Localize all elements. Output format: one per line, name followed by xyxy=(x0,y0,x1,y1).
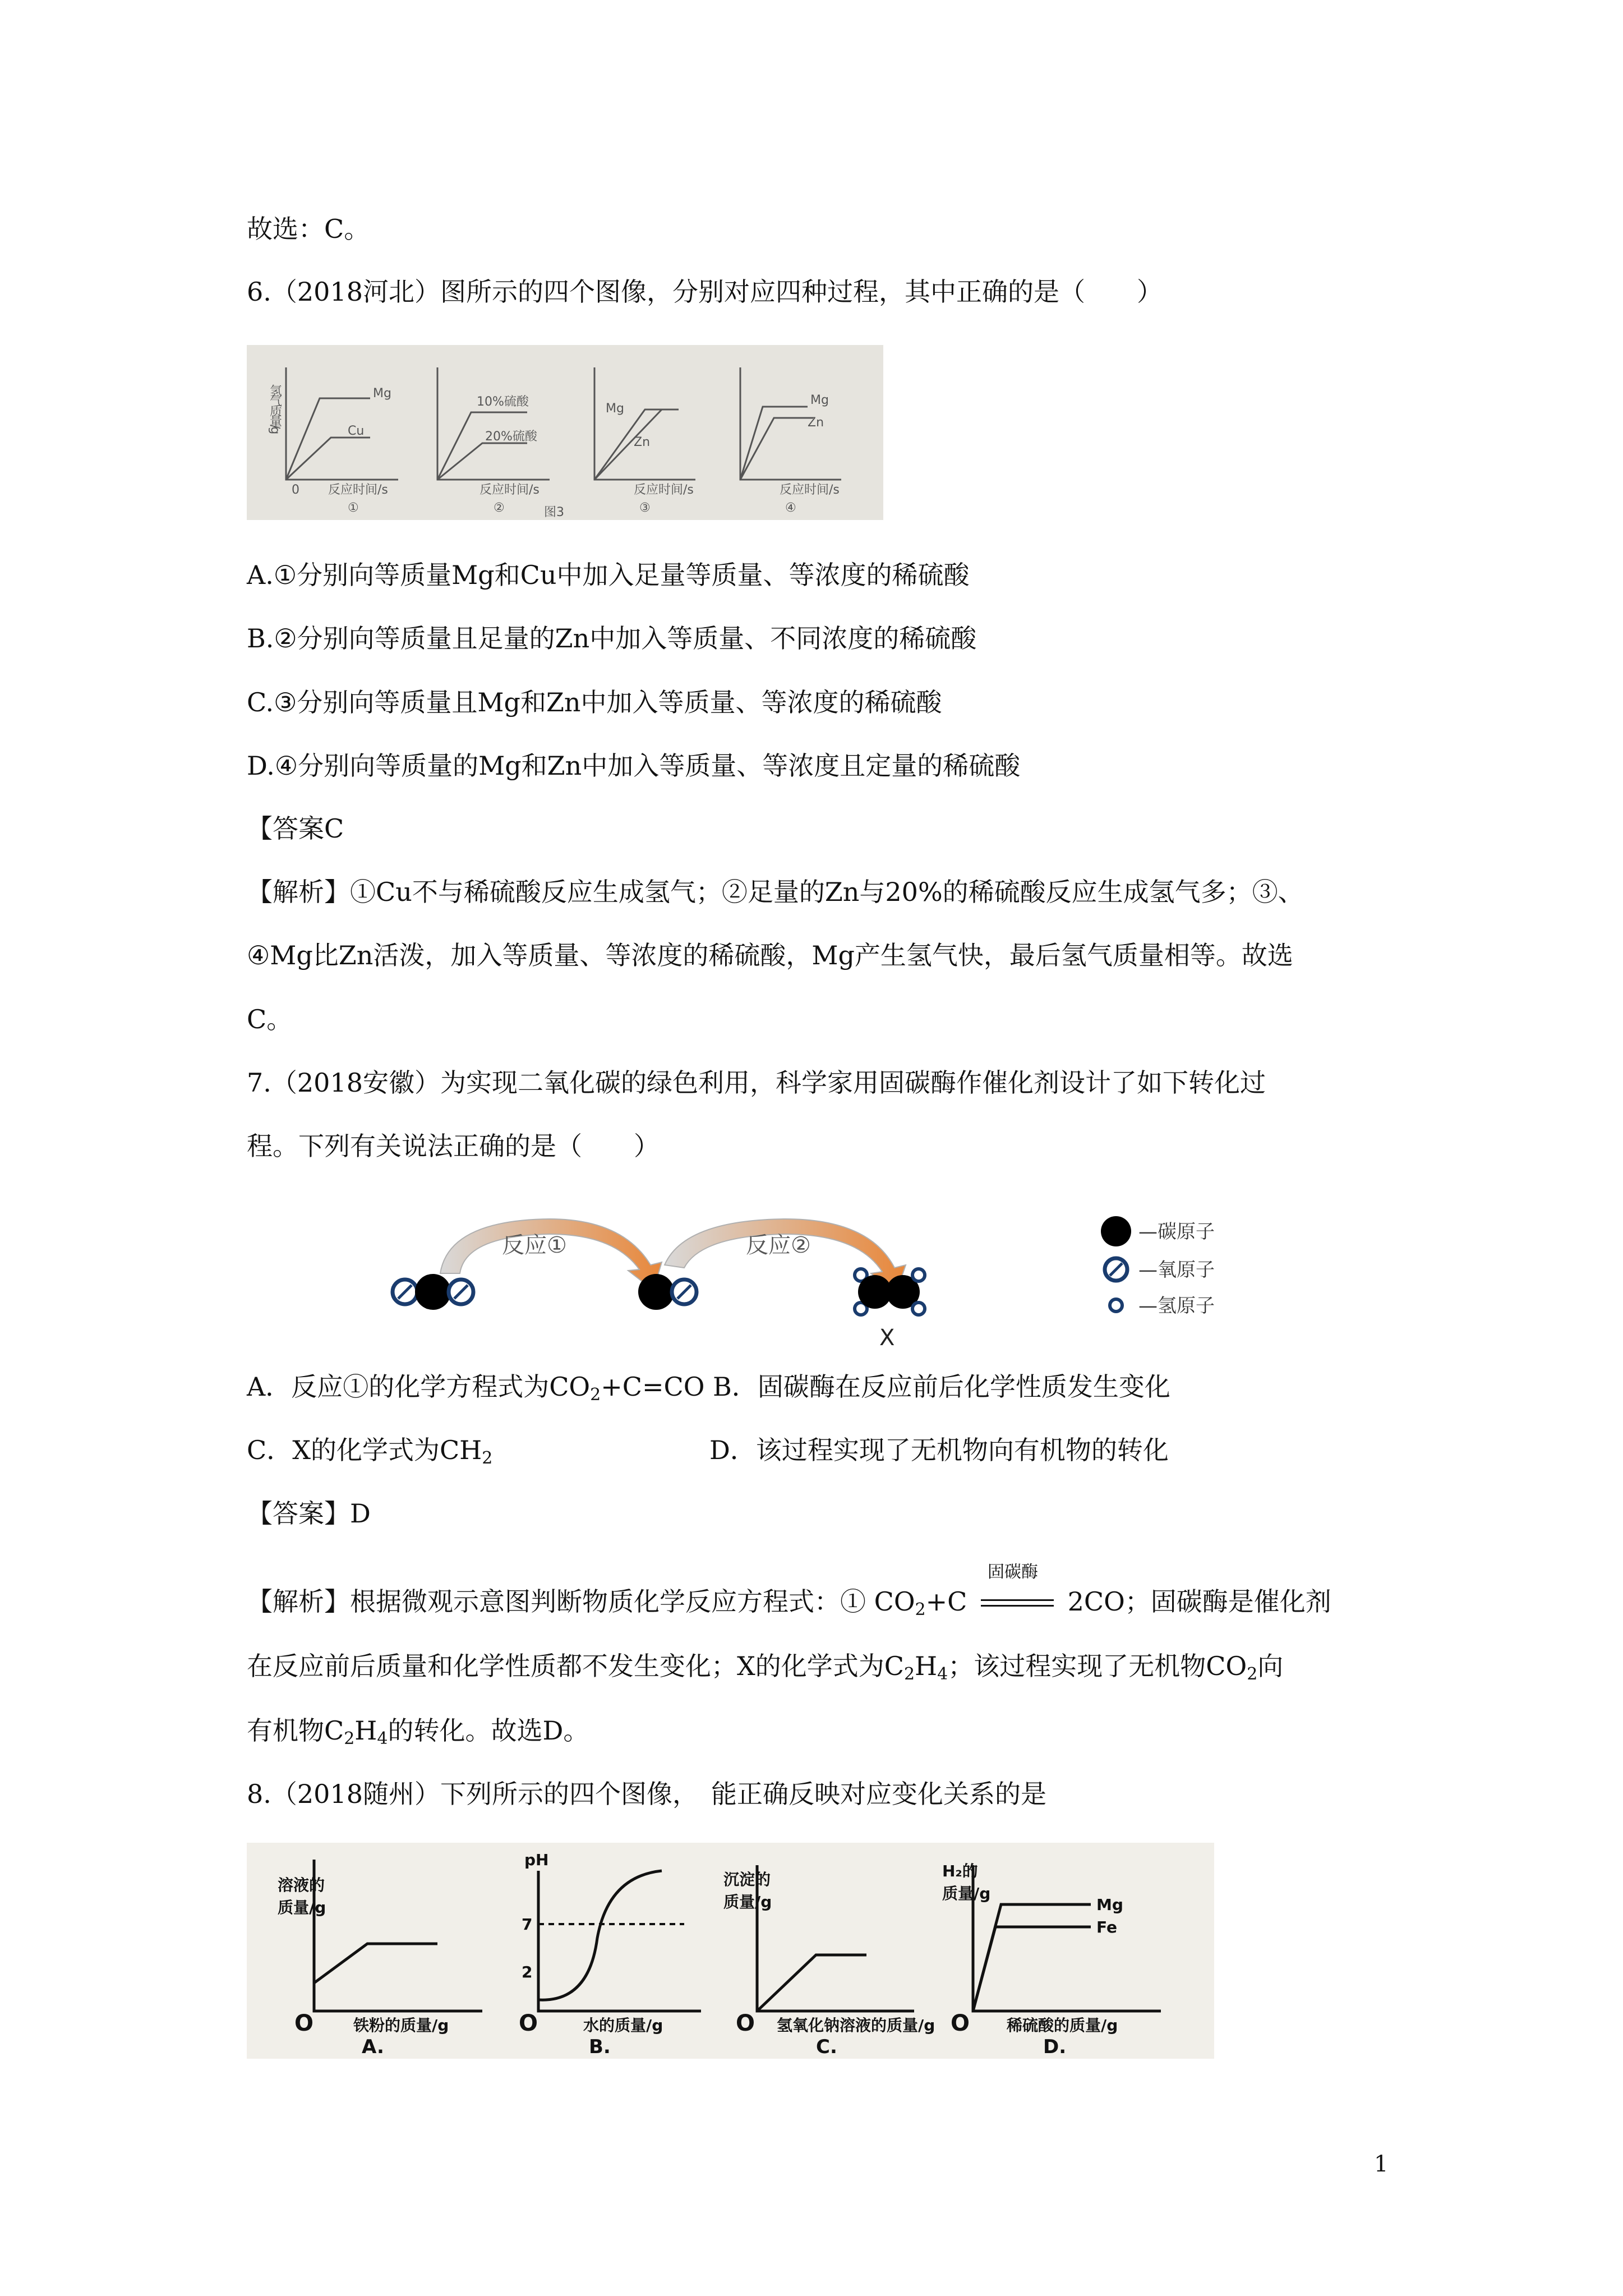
q8b-tick-7: 7 xyxy=(522,1915,533,1934)
q8d-xlabel: 稀硫酸的质量/g xyxy=(1007,2016,1118,2035)
q8c-label: C. xyxy=(816,2036,837,2058)
legend xyxy=(1101,1216,1215,1317)
q6-curve-label: Cu xyxy=(348,424,365,438)
q8a-label: A. xyxy=(362,2036,384,2058)
q8c-ylabel-unit: 质量/g xyxy=(723,1893,772,1911)
q7-analysis-line1: 【解析】根据微观示意图判断物质化学反应方程式：① $CO_2+C$ 固碳酶 2CO；固碳酶是催化剂 xyxy=(247,1585,1331,1627)
q8b-origin: O xyxy=(519,2010,538,2036)
q6-xlabel-4: 反应时间/s xyxy=(780,483,840,497)
q8a-ylabel: 溶液的 xyxy=(278,1876,325,1894)
question-6-stem: 6.（2018河北）图所示的四个图像，分别对应四种过程，其中正确的是（ ） xyxy=(247,277,1163,307)
q8a-origin: O xyxy=(294,2010,314,2036)
q6-xlabel-2: 反应时间/s xyxy=(479,483,540,497)
q6-panel-label-4: ④ xyxy=(785,501,796,515)
q7-figure xyxy=(381,1209,1239,1360)
q6-option-c: C.③分别向等质量且Mg和Zn中加入等质量、等浓度的稀硫酸 xyxy=(247,687,942,717)
legend-carbon: —碳原子 xyxy=(1138,1221,1215,1243)
q8c-origin: O xyxy=(736,2010,755,2036)
q8c-ylabel: 沉淀的 xyxy=(723,1870,771,1889)
q6-xlabel-1: 反应时间/s xyxy=(328,483,388,497)
q6-option-d: D.④分别向等质量的Mg和Zn中加入等质量、等浓度且定量的稀硫酸 xyxy=(247,751,1021,781)
q6-option-a: A.①分别向等质量Mg和Cu中加入足量等质量、等浓度的稀硫酸 xyxy=(247,560,970,590)
q7-options-ab: A．反应①的化学方程式为$CO_2+C=CO$ B．固碳酶在反应前后化学性质发生变化 xyxy=(247,1372,1170,1405)
q6-analysis-line3: C。 xyxy=(247,1004,293,1034)
hydrogen-atom-icon xyxy=(1110,1299,1122,1312)
q7-analysis-line2: 在反应前后质量和化学性质都不发生变化；X的化学式为$C_2H_4$；该过程实现了无机物$CO_2$向 xyxy=(247,1651,1284,1684)
q6-panel-label-1: ① xyxy=(348,501,359,515)
q8d-curve-mg: Mg xyxy=(1096,1895,1123,1914)
co-molecule xyxy=(638,1274,697,1310)
reaction-1-label: 反应① xyxy=(502,1232,567,1258)
q6-panel-label-3: ③ xyxy=(639,501,651,515)
q6-analysis-line1: 【解析】①Cu不与稀硫酸反应生成氢气；②足量的Zn与20%的稀硫酸反应生成氢气多；③、 xyxy=(247,877,1304,907)
q8d-label: D. xyxy=(1043,2036,1067,2058)
q8a-ylabel-unit: 质量/g xyxy=(278,1898,326,1917)
q8b-ylabel: pH xyxy=(524,1851,549,1869)
q6-analysis-line2: ④Mg比Zn活泼，加入等质量、等浓度的稀硫酸，Mg产生氢气快，最后氢气质量相等。故选 xyxy=(247,940,1293,970)
text-line: 故选：C。 xyxy=(247,214,370,244)
q6-panel-label-2: ② xyxy=(494,501,505,515)
question-7-stem-line1: 7.（2018安徽）为实现二氧化碳的绿色利用，科学家用固碳酶作催化剂设计了如下转化过 xyxy=(247,1068,1266,1098)
q6-option-b: B.②分别向等质量且足量的Zn中加入等质量、不同浓度的稀硫酸 xyxy=(247,623,977,654)
catalyst-label: 固碳酶 xyxy=(988,1562,1038,1582)
q6-figure xyxy=(247,345,883,520)
carbon-atom-icon xyxy=(1101,1216,1131,1246)
q7-option-d: D．该过程实现了无机物向有机物的转化 xyxy=(709,1435,1169,1465)
legend-hydrogen: —氢原子 xyxy=(1138,1295,1215,1317)
q6-curve-label: Mg xyxy=(810,393,829,407)
q6-answer: 【答案C xyxy=(247,813,344,844)
q8-figure xyxy=(247,1843,1214,2059)
q6-xlabel-3: 反应时间/s xyxy=(634,483,694,497)
q8b-xlabel: 水的质量/g xyxy=(583,2016,663,2035)
question-7-stem-line2: 程。下列有关说法正确的是（ ） xyxy=(247,1131,660,1161)
legend-oxygen: —氧原子 xyxy=(1138,1259,1215,1281)
q6-curve-label: Zn xyxy=(634,435,651,449)
q6-ylabel: 氢气质量/g xyxy=(268,384,282,432)
q7-answer: 【答案】D xyxy=(247,1498,371,1529)
q8a-xlabel: 铁粉的质量/g xyxy=(353,2016,449,2035)
question-8-stem: 8.（2018随州）下列所示的四个图像， 能正确反映对应变化关系的是 xyxy=(247,1779,1046,1809)
q6-curve-label: 20%硫酸 xyxy=(485,430,537,444)
q6-curve-label: Zn xyxy=(808,416,824,430)
co2-molecule xyxy=(393,1274,473,1310)
q6-caption: 图3 xyxy=(544,505,564,519)
q6-origin: 0 xyxy=(292,483,299,497)
q8c-xlabel: 氢氧化钠溶液的质量/g xyxy=(777,2016,935,2035)
q6-curve-label: Mg xyxy=(606,402,624,416)
reaction-2-label: 反应② xyxy=(746,1232,811,1258)
q8b-tick-2: 2 xyxy=(522,1963,533,1981)
q8b-label: B. xyxy=(589,2036,611,2058)
product-x-label: X xyxy=(879,1325,895,1351)
q8d-ylabel: H₂的 xyxy=(942,1862,978,1880)
q8d-curve-fe: Fe xyxy=(1096,1918,1117,1936)
q7-option-c: C．X的化学式为$CH_2$ xyxy=(247,1435,493,1468)
q7-analysis-line3: 有机物$C_2H_4$的转化。故选D。 xyxy=(247,1715,589,1749)
q8d-ylabel-unit: 质量/g xyxy=(942,1884,991,1903)
catalyst-equals-sign xyxy=(975,1562,1059,1615)
q6-curve-label: 10%硫酸 xyxy=(477,395,529,409)
page-number: 1 xyxy=(1374,2151,1389,2177)
q6-curve-label: Mg xyxy=(373,386,391,401)
q8d-origin: O xyxy=(951,2010,970,2036)
